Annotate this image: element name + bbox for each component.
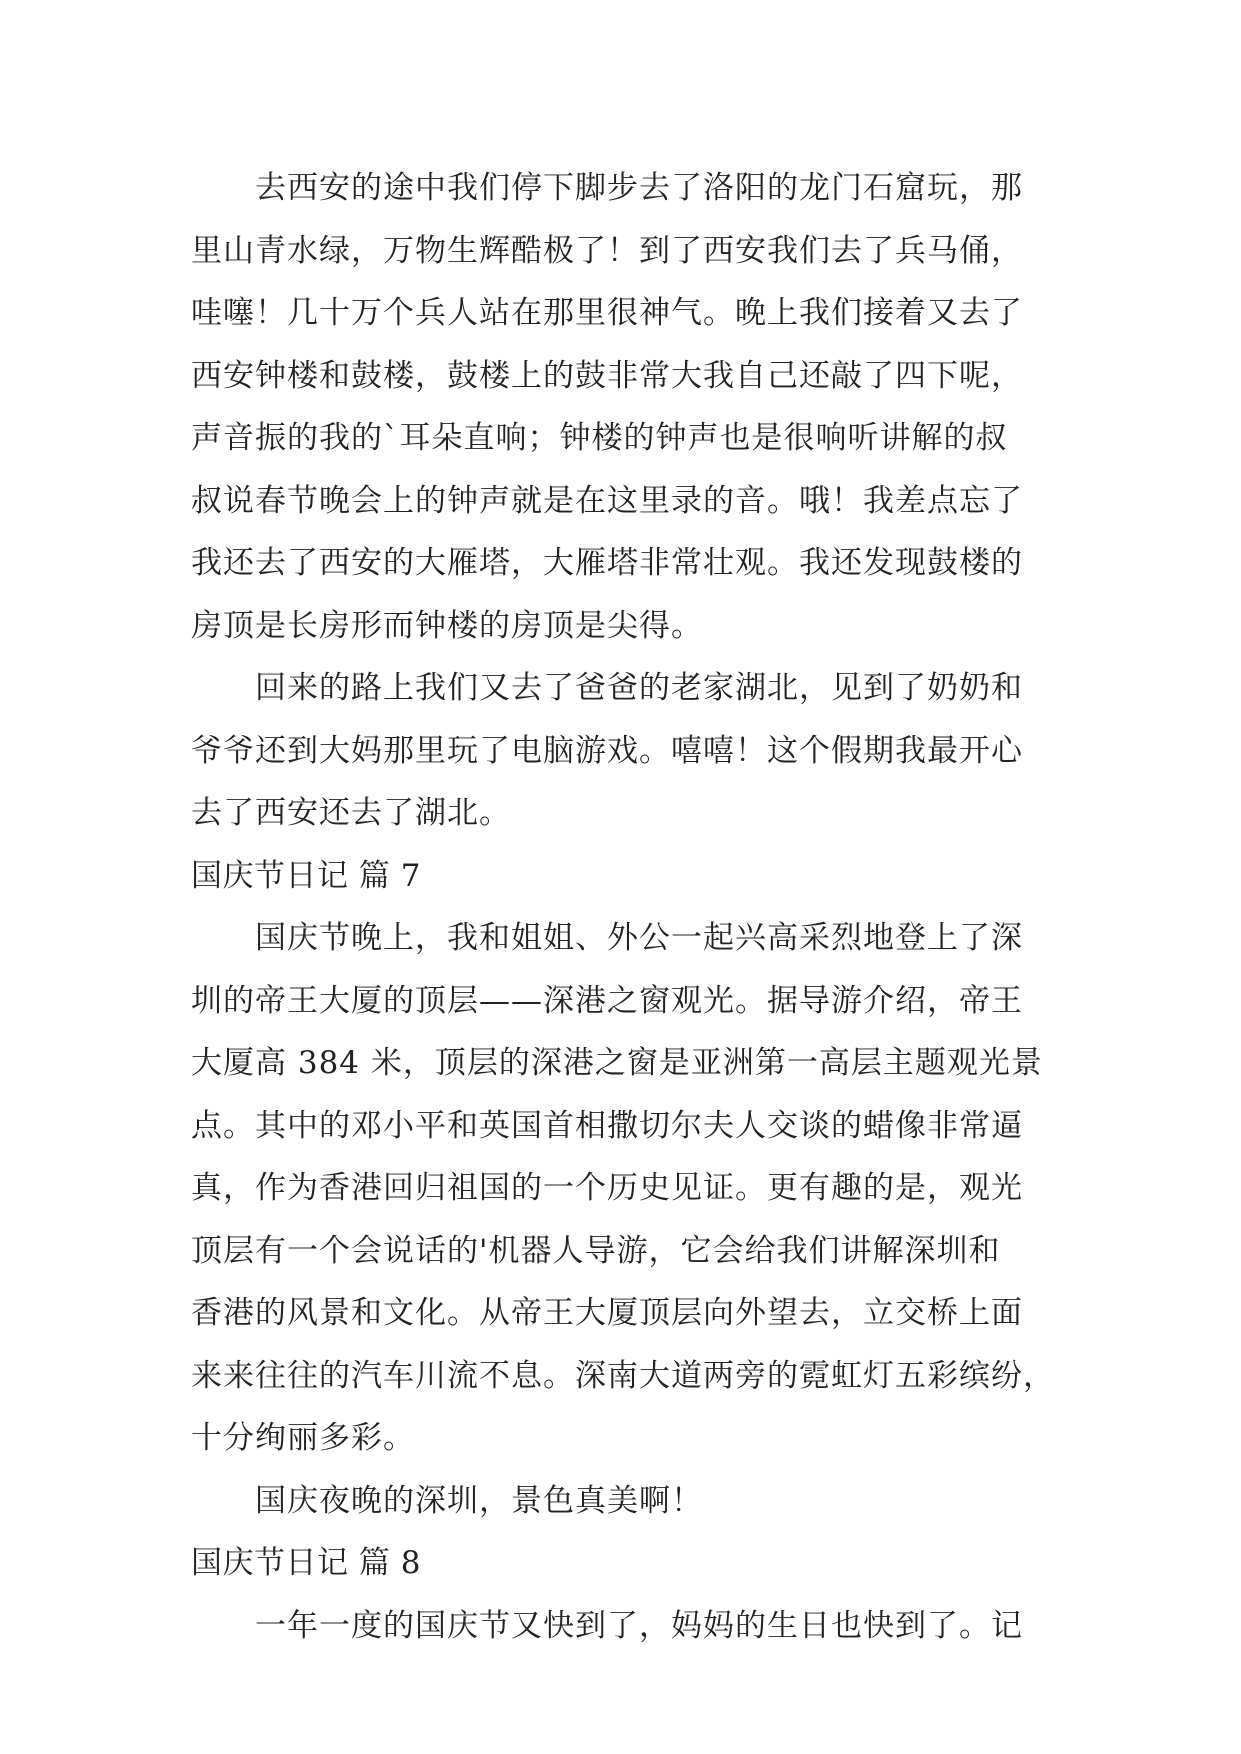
text-line: 叔说春节晚会上的钟声就是在这里录的音。哦！我差点忘了	[191, 482, 1023, 519]
document-body	[191, 157, 1055, 1657]
text-line: 大厦高 384 米，顶层的深港之窗是亚洲第一高层主题观光景	[191, 1045, 1043, 1081]
text-line: 国庆夜晚的深圳，景色真美啊！	[255, 1482, 703, 1519]
section-heading: 国庆节日记 篇 8	[191, 1545, 421, 1581]
text-line: 点。其中的邓小平和英国首相撒切尔夫人交谈的蜡像非常逼	[191, 1107, 1023, 1144]
section-heading: 国庆节日记 篇 7	[191, 857, 421, 894]
text-line: 哇噻！几十万个兵人站在那里很神气。晚上我们接着又去了	[191, 295, 1023, 331]
text-line: 十分绚丽多彩。	[191, 1420, 415, 1456]
text-line: 西安钟楼和鼓楼，鼓楼上的鼓非常大我自己还敲了四下呢，	[191, 357, 1023, 394]
text-line: 声音振的我的`耳朵直响；钟楼的钟声也是很响听讲解的叔	[191, 420, 1008, 456]
text-line: 一年一度的国庆节又快到了，妈妈的生日也快到了。记	[255, 1607, 1023, 1644]
text-line: 去西安的途中我们停下脚步去了洛阳的龙门石窟玩，那	[255, 170, 1023, 206]
text-line: 香港的风景和文化。从帝王大厦顶层向外望去，立交桥上面	[191, 1295, 1023, 1331]
text-line: 真，作为香港回归祖国的一个历史见证。更有趣的是，观光	[191, 1170, 1023, 1206]
text-line: 来来往往的汽车川流不息。深南大道两旁的霓虹灯五彩缤纷，	[191, 1357, 1055, 1394]
text-line: 国庆节晚上，我和姐姐、外公一起兴高采烈地登上了深	[255, 920, 1023, 956]
text-line: 顶层有一个会说话的'机器人导游，它会给我们讲解深圳和	[191, 1232, 1001, 1269]
text-line: 我还去了西安的大雁塔，大雁塔非常壮观。我还发现鼓楼的	[191, 545, 1023, 581]
text-line: 去了西安还去了湖北。	[191, 795, 511, 831]
text-line: 里山青水绿，万物生辉酷极了！到了西安我们去了兵马俑，	[191, 232, 1023, 269]
text-line: 回来的路上我们又去了爸爸的老家湖北，见到了奶奶和	[255, 670, 1023, 706]
text-line: 房顶是长房形而钟楼的房顶是尖得。	[191, 607, 703, 644]
text-line: 圳的帝王大厦的顶层——深港之窗观光。据导游介绍，帝王	[191, 982, 1023, 1019]
text-line: 爷爷还到大妈那里玩了电脑游戏。嘻嘻！这个假期我最开心	[191, 732, 1023, 769]
